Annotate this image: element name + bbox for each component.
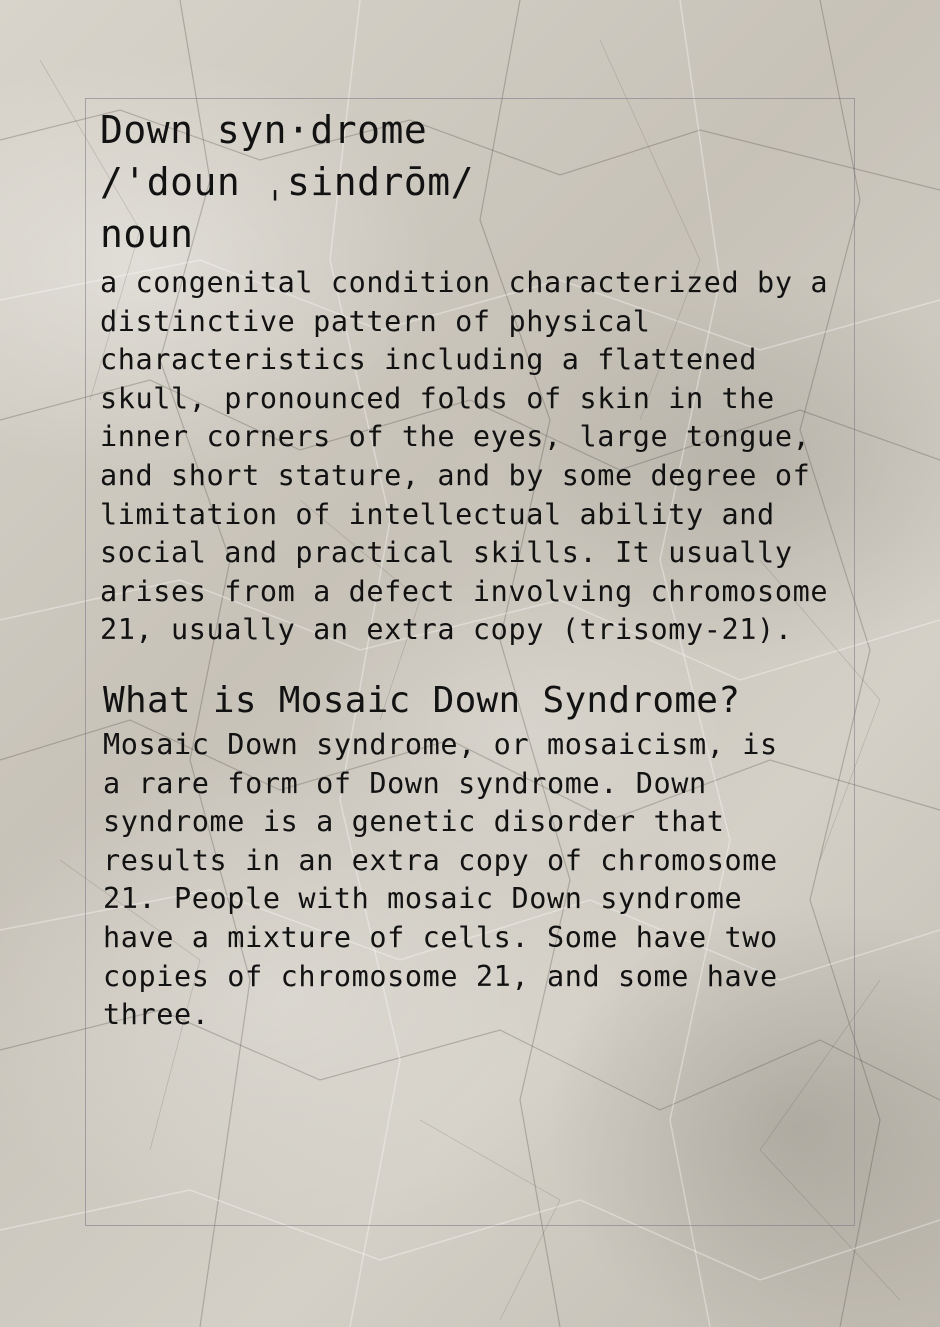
mosaic-section	[103, 678, 863, 1035]
definition-line: a congenital condition characterized by a	[100, 266, 829, 299]
dictionary-entry	[100, 104, 900, 650]
definition-line: distinctive pattern of physical	[100, 304, 651, 338]
definition-line: 21, usually an extra copy (trisomy-21).	[100, 613, 793, 647]
headword: Down syn·drome	[100, 108, 428, 152]
definition	[100, 264, 900, 650]
body-line: Mosaic Down syndrome, or mosaicism, is	[103, 728, 778, 761]
body-line: 21. People with mosaic Down syndrome	[103, 882, 743, 916]
definition-line: inner corners of the eyes, large tongue,	[100, 420, 811, 454]
body-line: a rare form of Down syndrome. Down	[103, 766, 707, 800]
section-body	[103, 726, 863, 1035]
body-line: have a mixture of cells. Some have two	[103, 920, 778, 954]
definition-line: characteristics including a flattened	[100, 343, 758, 377]
body-line: copies of chromosome 21, and some have	[103, 959, 778, 993]
definition-line: limitation of intellectual ability and	[100, 497, 775, 531]
part-of-speech: noun	[100, 212, 194, 256]
body-line: syndrome is a genetic disorder that	[103, 805, 725, 839]
pronunciation: /'doun ˌsindrōm/	[100, 160, 475, 204]
section-heading: What is Mosaic Down Syndrome?	[103, 680, 741, 721]
body-line: results in an extra copy of chromosome	[103, 843, 778, 877]
body-line: three.	[103, 998, 210, 1032]
definition-line: arises from a defect involving chromosome	[100, 574, 829, 608]
definition-line: social and practical skills. It usually	[100, 536, 793, 570]
definition-line: and short stature, and by some degree of	[100, 458, 811, 492]
definition-line: skull, pronounced folds of skin in the	[100, 381, 775, 415]
